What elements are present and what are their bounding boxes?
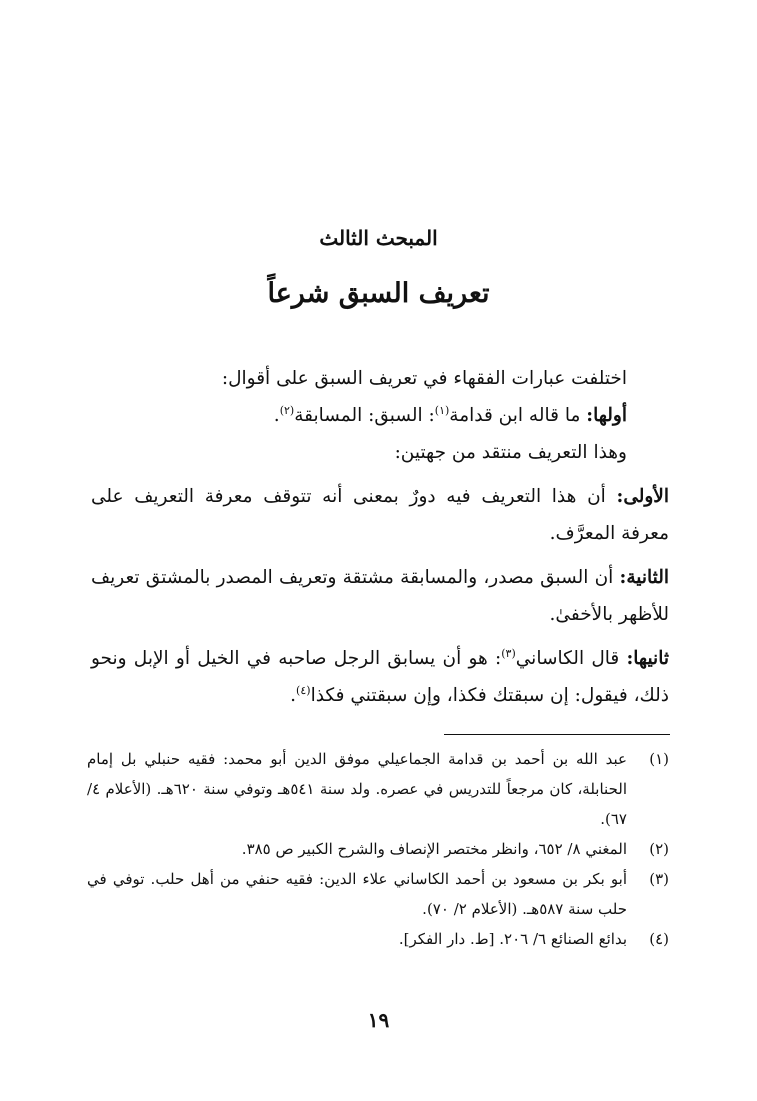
footnote-ref-3[interactable]: (٣) xyxy=(501,646,516,660)
critique-two xyxy=(91,559,669,633)
first-definition-lead: أولها: xyxy=(586,405,627,426)
first-definition-end: . xyxy=(273,405,280,426)
footnote-text: المغني ٨/ ٦٥٢، وانظر مختصر الإنصاف والشرح الكبير ص ٣٨٥. xyxy=(241,840,627,858)
section-title: تعريف السبق شرعاً xyxy=(267,278,490,309)
footnote-number: (٣) xyxy=(649,870,669,888)
footnote-number: (٢) xyxy=(649,840,669,858)
critique-one-text: أن هذا التعريف فيه دورٌ بمعنى أنه تتوقف معرفة التعريف على معرفة المعرَّف. xyxy=(91,486,669,544)
main-text xyxy=(91,360,669,714)
footnote-number: (٤) xyxy=(649,930,669,948)
second-definition xyxy=(91,640,669,714)
second-definition-quote: : هو أن يسابق الرجل صاحبه في الخيل أو الإبل ونحو ذلك، فيقول: إن سبقتك فكذا، وإن سبقتني فكذا xyxy=(91,648,669,706)
footnote-ref-1[interactable]: (١) xyxy=(434,403,450,417)
second-definition-text: قال الكاساني xyxy=(515,648,627,669)
footnote-text: عبد الله بن أحمد بن قدامة الجماعيلي موفق الدين أبو محمد: فقيه حنبلي بل إمام الحنابلة، كان مرجعاً للتدريس في عصره. ولد سنة ٥٤١هـ وتوفي سنة ٦٢٠هـ. (الأعلام ٤/ ٦٧). xyxy=(87,750,627,828)
intro-paragraph: اختلفت عبارات الفقهاء في تعريف السبق على أقوال: xyxy=(221,368,627,389)
footnote-number: (١) xyxy=(649,750,669,768)
second-definition-lead: ثانيها: xyxy=(626,648,669,669)
critique-one xyxy=(91,478,669,552)
footnote-ref-4[interactable]: (٤) xyxy=(296,683,311,697)
first-definition xyxy=(91,397,669,434)
first-definition-quote: : السبق: المسابقة xyxy=(294,405,435,426)
footnote-divider xyxy=(444,734,670,735)
footnote-1 xyxy=(87,744,669,834)
critique-intro: وهذا التعريف منتقد من جهتين: xyxy=(394,442,627,463)
critique-two-lead: الثانية: xyxy=(619,567,669,588)
critique-two-text: أن السبق مصدر، والمسابقة مشتقة وتعريف المصدر بالمشتق تعريف للأظهر بالأخفىٰ. xyxy=(91,567,669,625)
footnote-3 xyxy=(87,864,669,924)
first-definition-text: ما قاله ابن قدامة xyxy=(449,405,587,426)
footnote-ref-2[interactable]: (٢) xyxy=(279,403,295,417)
footnote-4 xyxy=(87,924,669,954)
section-label: المبحث الثالث xyxy=(319,226,438,250)
second-definition-end: . xyxy=(290,685,297,706)
page-number: ١٩ xyxy=(367,1008,390,1032)
critique-one-lead: الأولى: xyxy=(616,486,669,507)
footnote-text: بدائع الصنائع ٦/ ٢٠٦. [ط. دار الفكر]. xyxy=(398,930,627,948)
footnotes xyxy=(87,744,669,954)
footnote-2 xyxy=(87,834,669,864)
footnote-text: أبو بكر بن مسعود بن أحمد الكاساني علاء الدين: فقيه حنفي من أهل حلب. توفي في حلب سنة ٥٨٧هـ. (الأعلام ٢/ ٧٠). xyxy=(87,870,627,918)
